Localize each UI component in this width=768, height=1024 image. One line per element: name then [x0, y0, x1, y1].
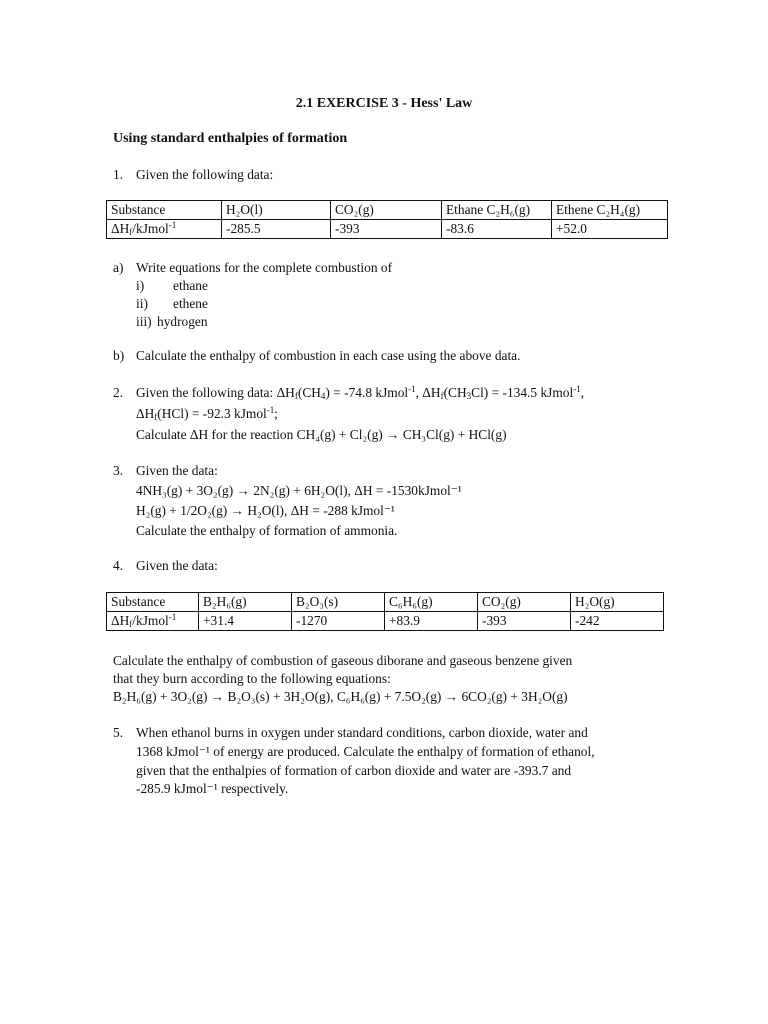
- q3-equation-1: 4NH₃(g) + 3O₂(g) → 2N₂(g) + 6H₂O(l), ΔH = -1530kJmol⁻¹: [136, 483, 462, 498]
- table-cell: B₂H₆(g): [199, 593, 292, 612]
- list-item: ii): [136, 296, 148, 311]
- table-cell: -393: [478, 612, 571, 631]
- list-item: iii): [136, 314, 152, 329]
- table-cell-label: $\Delta H_f/kJmol^{-1}$: [107, 220, 222, 239]
- q5-number: 5.: [113, 725, 124, 740]
- table-cell: CO₂(g): [331, 201, 442, 220]
- list-item: i): [136, 278, 145, 293]
- list-item-text: ethane: [173, 278, 208, 293]
- q4-para-line2: that they burn according to the following equations:: [113, 671, 391, 686]
- table-cell: Substance: [107, 201, 222, 220]
- q5-line2: 1368 kJmol⁻¹ of energy are produced. Calculate the enthalpy of formation of ethanol,: [136, 744, 595, 759]
- table-cell: H₂O(g): [571, 593, 664, 612]
- q4-text: Given the data:: [136, 558, 218, 573]
- q2-number: 2.: [113, 385, 124, 400]
- q5-line4: -285.9 kJmol⁻¹ respectively.: [136, 781, 289, 796]
- table-row: [107, 612, 664, 631]
- q1-text: Given the following data:: [136, 167, 274, 182]
- q1a-text: Write equations for the complete combustion of: [136, 260, 393, 275]
- page-title: 2.1 EXERCISE 3 - Hess' Law: [295, 96, 473, 111]
- table-row: [107, 593, 664, 612]
- table-cell: Ethane C₂H₆(g): [442, 201, 552, 220]
- table-cell: -393: [331, 220, 442, 239]
- q4-para-line3: B₂H₆(g) + 3O₂(g) → B₂O₃(s) + 3H₂O(g), C₆H₆(g) + 7.5O₂(g) → 6CO₂(g) + 3H₂O(g): [113, 689, 568, 704]
- table-row: [107, 201, 668, 220]
- table-cell: -1270: [292, 612, 385, 631]
- table-cell: -285.5: [222, 220, 331, 239]
- table-cell-label: $\Delta H_f/kJmol^{-1}$: [107, 612, 199, 631]
- q3-equation-2: H₂(g) + 1/2O₂(g) → H₂O(l), ΔH = -288 kJmol⁻¹: [136, 503, 395, 518]
- table-cell: H₂O(l): [222, 201, 331, 220]
- table-cell: +31.4: [199, 612, 292, 631]
- table-cell: Ethene C₂H₄(g): [552, 201, 668, 220]
- table-cell: C₆H₆(g): [385, 593, 478, 612]
- q1b-text: Calculate the enthalpy of combustion in each case using the above data.: [136, 348, 521, 363]
- table-cell: -242: [571, 612, 664, 631]
- q1-data-table: [106, 200, 668, 239]
- q3-number: 3.: [113, 463, 124, 478]
- table-row: [107, 220, 668, 239]
- q3-text: Given the data:: [136, 463, 218, 478]
- q2-line3: Calculate ΔH for the reaction CH₄(g) + Cl₂(g) → CH₃Cl(g) + HCl(g): [136, 427, 507, 442]
- table-cell: Substance: [107, 593, 199, 612]
- q1b-label: b): [113, 348, 125, 363]
- q2-line1: Given the following data: $\Delta H_f(CH_4) = -74.8$ kJmol$^{-1}$, $\Delta H_f(CH_3Cl) = -134.5$ kJmol$^{-1}$,: [136, 384, 585, 401]
- q3-text-2: Calculate the enthalpy of formation of ammonia.: [136, 523, 398, 538]
- table-cell: B₂O₃(s): [292, 593, 385, 612]
- q4-data-table: [106, 592, 664, 631]
- q1-number: 1.: [113, 167, 124, 182]
- section-subtitle: Using standard enthalpies of formation: [113, 131, 348, 146]
- list-item-text: ethene: [173, 296, 208, 311]
- table-cell: +83.9: [385, 612, 478, 631]
- q5-line1: When ethanol burns in oxygen under standard conditions, carbon dioxide, water and: [136, 725, 588, 740]
- q4-number: 4.: [113, 558, 124, 573]
- list-item-text: hydrogen: [157, 314, 208, 329]
- table-cell: +52.0: [552, 220, 668, 239]
- table-cell: -83.6: [442, 220, 552, 239]
- table-cell: CO₂(g): [478, 593, 571, 612]
- q5-line3: given that the enthalpies of formation of carbon dioxide and water are -393.7 and: [136, 763, 572, 778]
- q1a-label: a): [113, 260, 124, 275]
- q4-para-line1: Calculate the enthalpy of combustion of gaseous diborane and gaseous benzene given: [113, 653, 573, 668]
- q2-line2: $\Delta H_f(HCl) = -92.3$ kJmol$^{-1}$;: [136, 405, 278, 422]
